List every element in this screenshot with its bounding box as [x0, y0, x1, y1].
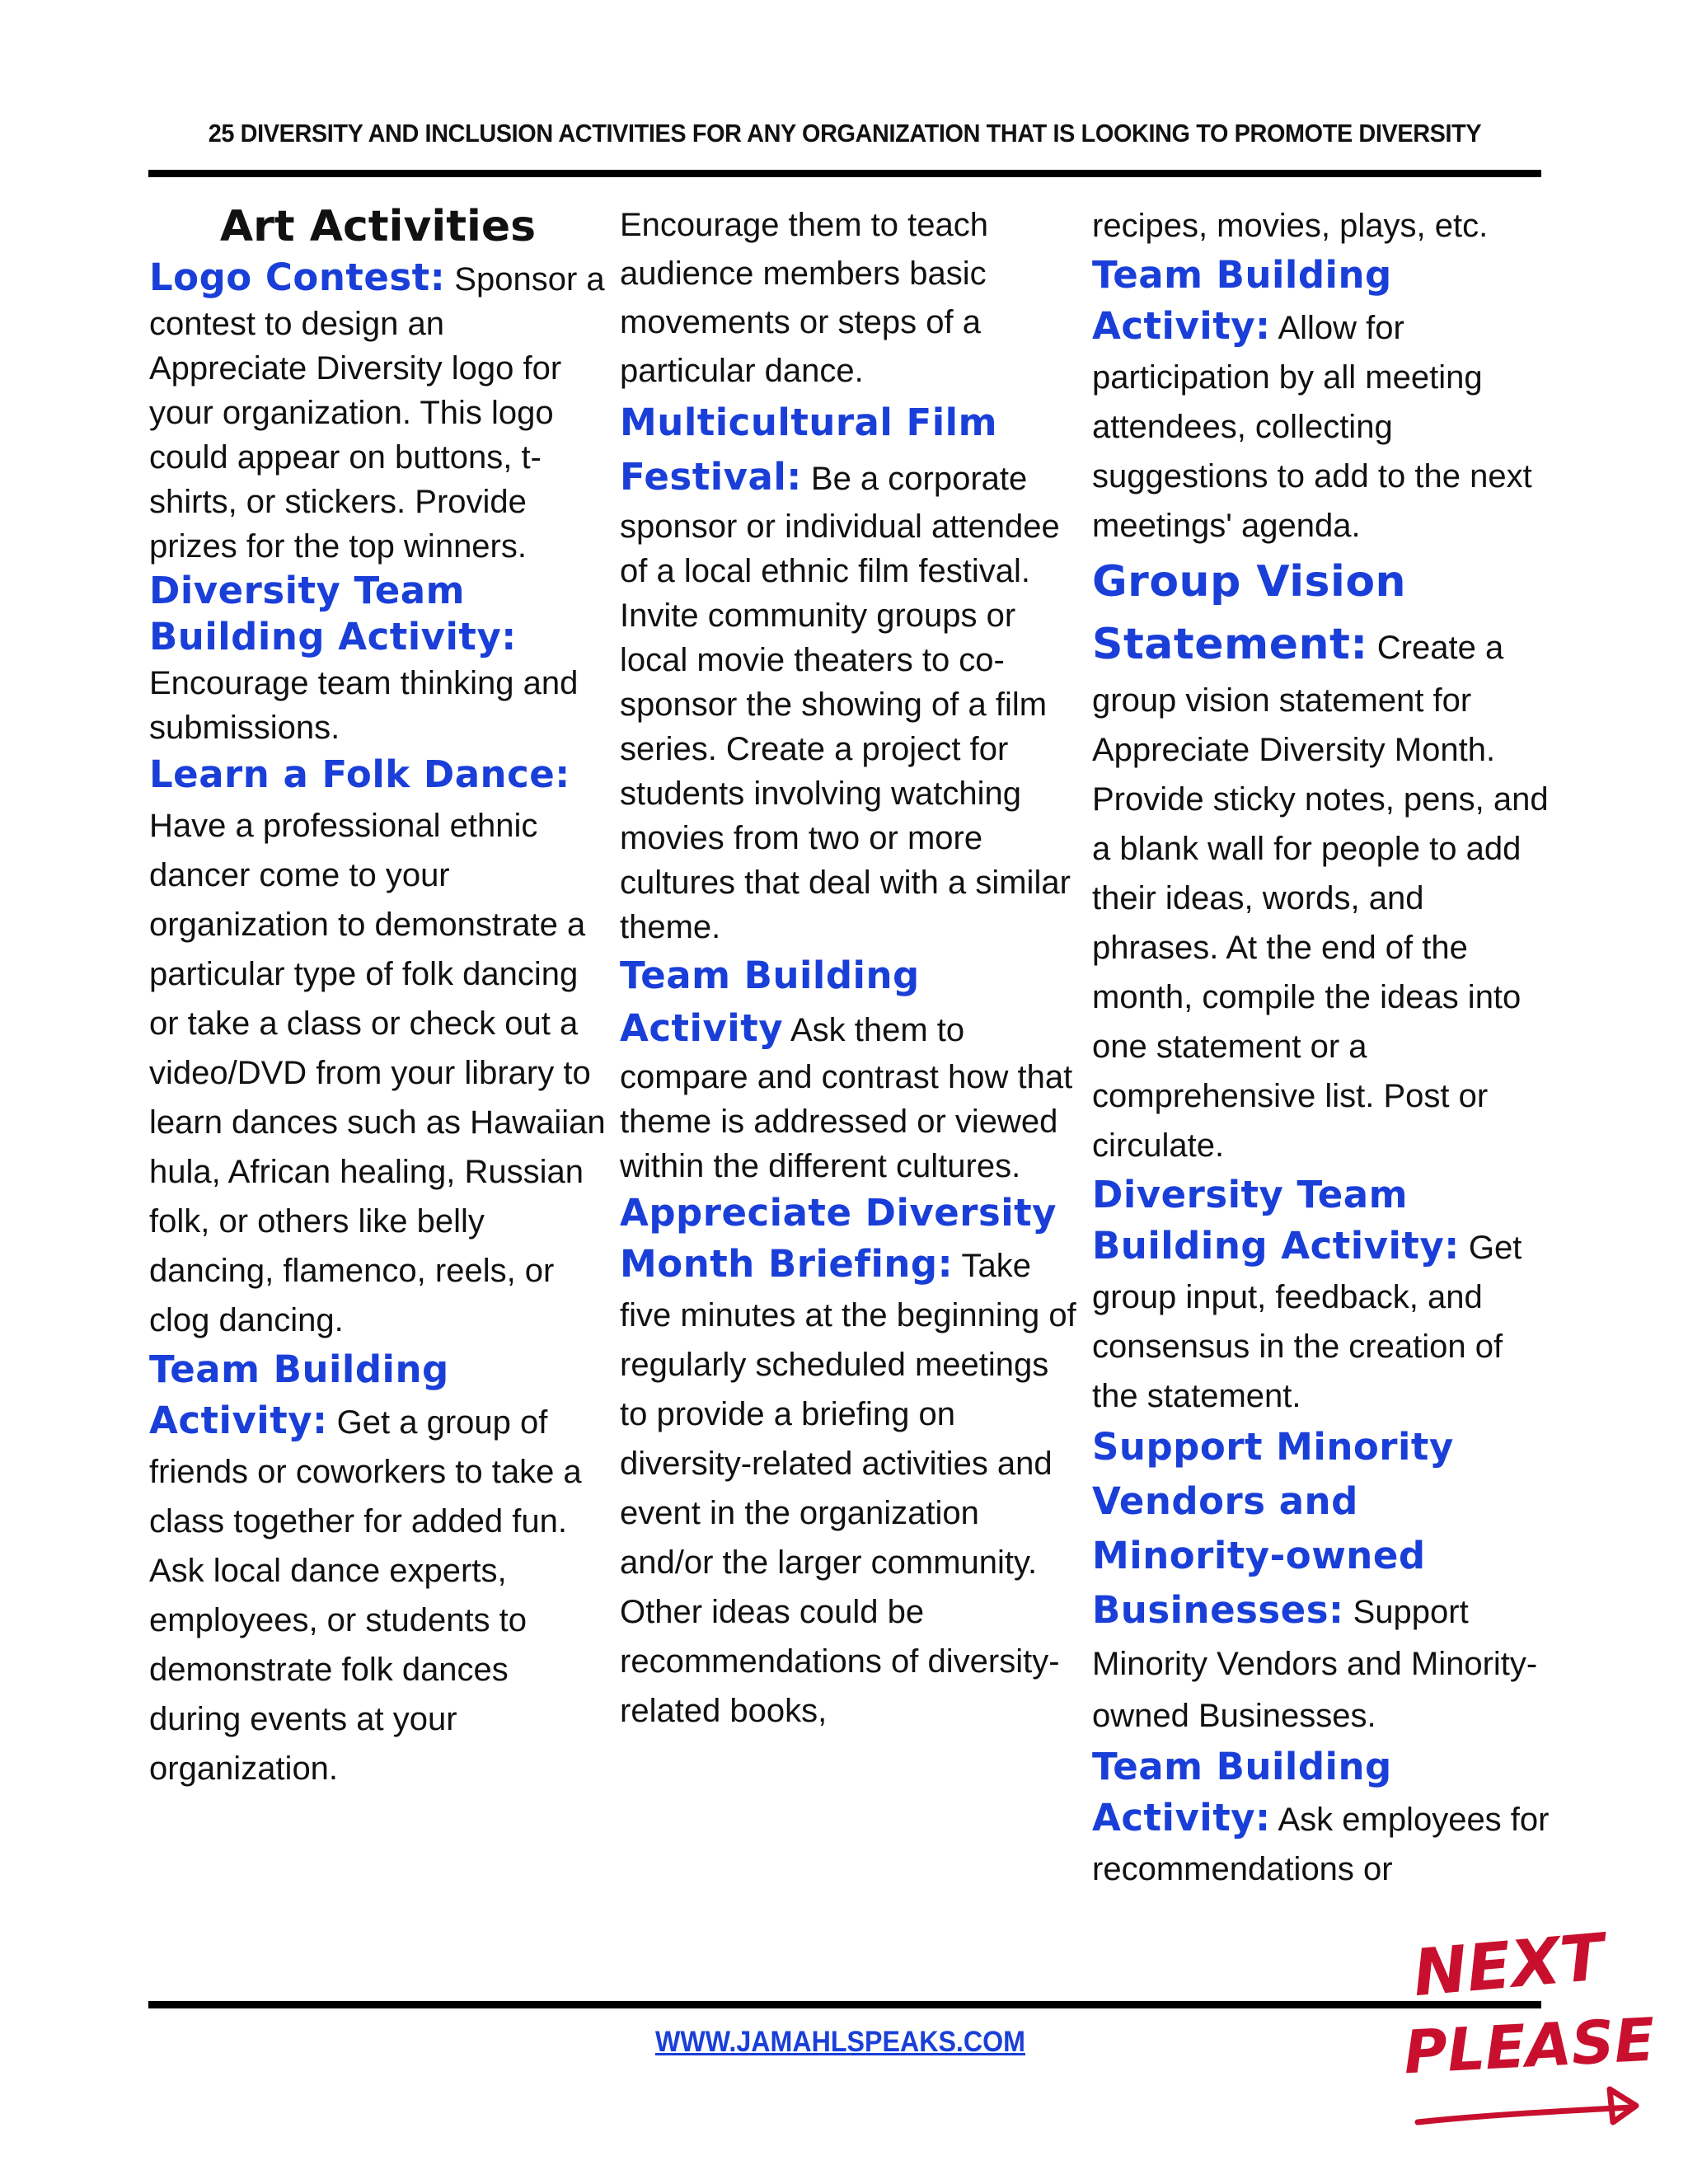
footer-divider [148, 2001, 1541, 2008]
entry-multicultural-film-festival [620, 396, 1077, 949]
heading-multicultural-film-festival: Multicultural Film Festival: [620, 401, 997, 499]
entry-team-building-1 [149, 1345, 607, 1793]
body-appreciate-diversity-briefing: Take five minutes at the beginning of regularly scheduled meetings to provide a briefing on diversity-related activities and event in the organization and/or the larger community. Other ideas could be recommendations of diversity- related books, [620, 1248, 1076, 1729]
body-logo-contest: Sponsor a contest to design an Appreciate Diversity logo for your organization. This logo could appear on buttons, t-shirts, or stickers. Provide prizes for the top winners. [149, 261, 605, 565]
entry-team-building-4 [1092, 1742, 1550, 1894]
body-team-building-1: Get a group of friends or coworkers to take a class together for added fun. Ask local dance experts, employees, or students to demonstrate folk dances during events at your organization. [149, 1404, 582, 1787]
body-support-minority-vendors: Support Minority Vendors and Minority-owned Businesses. [1092, 1594, 1538, 1734]
entry-learn-folk-dance [149, 750, 607, 1345]
heading-group-vision-statement: Group Vision Statement: [1092, 557, 1407, 669]
body-diversity-team-building-2: Get group input, feedback, and consensus in the creation of the statement. [1092, 1230, 1522, 1414]
column-2 [620, 201, 1077, 1736]
body-learn-folk-dance: Have a professional ethnic dancer come to your organization to demonstrate a particular type of folk dancing or take a class or check out a video/DVD from your library to learn dances such as Hawaiian hula, African healing, Russian folk, or others like belly dancing, flamenco, reels, or clog dancing. [149, 808, 606, 1338]
body-team-building-3: Allow for participation by all meeting attendees, collecting suggestions to add to the next meetings' agenda. [1092, 310, 1532, 544]
entry-support-minority-vendors [1092, 1421, 1550, 1742]
entry-diversity-team-building-1 [149, 569, 607, 750]
entry-logo-contest [149, 255, 607, 569]
body-team-building-2: Ask them to compare and contrast how that theme is addressed or viewed within the different cultures. [620, 1012, 1073, 1184]
entry-folk-dance-continued: Encourage them to teach audience members basic movements or steps of a particular dance. [620, 207, 988, 389]
entry-appreciate-diversity-briefing [620, 1188, 1077, 1736]
entry-group-vision-statement [1092, 551, 1550, 1170]
heading-team-building-4: Team Building Activity: [1092, 1745, 1392, 1840]
heading-logo-contest: Logo Contest: [149, 255, 446, 299]
heading-team-building-3: Team Building Activity: [1092, 253, 1392, 348]
body-group-vision-statement: Create a group vision statement for Appreciate Diversity Month. Provide sticky notes, pens, and a blank wall for people to add their ideas, words, and phrases. At the end of the month, compile the ideas into one statement or a comprehensive list. Post or circulate. [1092, 630, 1549, 1164]
entry-briefing-continued: recipes, movies, plays, etc. [1092, 208, 1489, 244]
body-multicultural-film-festival: Be a corporate sponsor or individual attendee of a local ethnic film festival. Invite community groups or local movie theaters to co-sponsor the showing of a film series. Create a project for students involving watching movies from two or more cultures that deal with a similar theme. [620, 461, 1071, 945]
header-divider [148, 170, 1541, 177]
section-title-art-activities: Art Activities [219, 202, 537, 251]
column-1 [149, 198, 607, 1793]
entry-diversity-team-building-2 [1092, 1170, 1550, 1421]
stamp-line1: NEXT [1410, 1920, 1607, 2012]
heading-team-building-2: Team Building Activity [620, 954, 920, 1050]
column-3 [1092, 201, 1550, 1894]
body-diversity-team-building-1: Encourage team thinking and submissions. [149, 665, 579, 746]
heading-diversity-team-building-2: Diversity Team Building Activity: [1092, 1173, 1460, 1268]
entry-team-building-3 [1092, 251, 1550, 551]
heading-support-minority-vendors: Support Minority Vendors and Minority-owned Businesses: [1092, 1425, 1454, 1632]
heading-team-building-1: Team Building Activity: [149, 1347, 449, 1442]
footer-website-link[interactable]: WWW.JAMAHLSPEAKS.COM [655, 2026, 1026, 2058]
heading-appreciate-diversity-briefing: Appreciate Diversity Month Briefing: [620, 1191, 1057, 1286]
entry-team-building-2 [620, 949, 1077, 1188]
heading-learn-folk-dance: Learn a Folk Dance: [149, 752, 570, 796]
heading-diversity-team-building-1: Diversity Team Building Activity: [149, 569, 517, 658]
next-please-arrow-icon [1418, 2089, 1636, 2122]
next-please-stamp[interactable] [1397, 1920, 1661, 2143]
body-team-building-4: Ask employees for recommendations or [1092, 1802, 1550, 1887]
page-header-title: 25 DIVERSITY AND INCLUSION ACTIVITIES FOR ANY ORGANIZATION THAT IS LOOKING TO PROMOTE DIVERSITY [208, 119, 1482, 148]
stamp-line2: PLEASE [1402, 2004, 1657, 2088]
